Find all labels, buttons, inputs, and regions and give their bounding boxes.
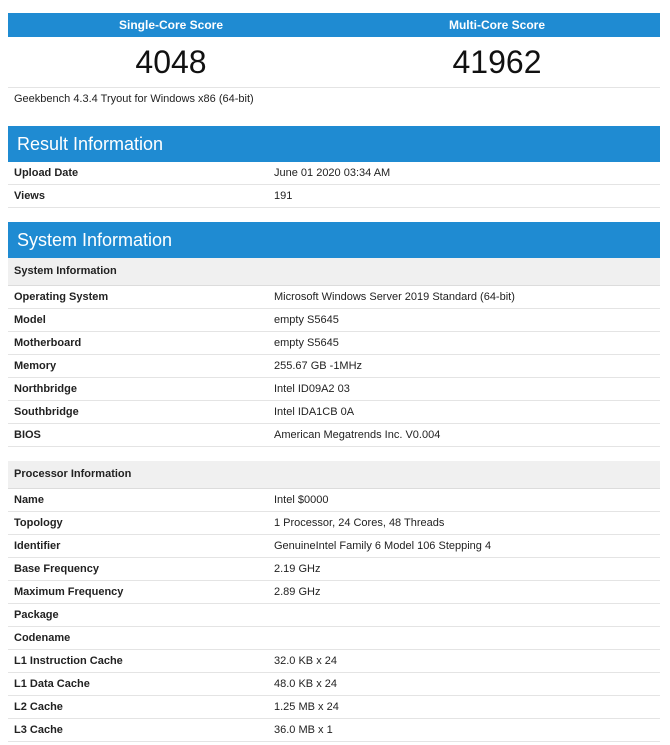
row-value: 36.0 MB x 1 — [268, 719, 660, 742]
single-core-label: Single-Core Score — [118, 18, 224, 32]
system-info-table — [8, 286, 660, 447]
processor-info-table — [8, 489, 660, 742]
row-value: Intel $0000 — [268, 489, 660, 512]
single-core-score: 4048 — [135, 44, 207, 80]
table-row — [8, 719, 660, 742]
row-value: 32.0 KB x 24 — [268, 650, 660, 673]
row-label: Model — [8, 309, 268, 332]
result-info-heading: Result Information — [8, 126, 660, 162]
table-row — [8, 673, 660, 696]
table-row — [8, 378, 660, 401]
table-row — [8, 581, 660, 604]
row-value: 2.19 GHz — [268, 558, 660, 581]
row-value: June 01 2020 03:34 AM — [268, 162, 660, 185]
row-label: Name — [8, 489, 268, 512]
row-label: Motherboard — [8, 332, 268, 355]
row-label: Maximum Frequency — [8, 581, 268, 604]
row-value: 1 Processor, 24 Cores, 48 Threads — [268, 512, 660, 535]
table-row — [8, 627, 660, 650]
table-row — [8, 309, 660, 332]
system-info-heading: System Information — [8, 222, 660, 258]
row-label: Views — [8, 185, 268, 208]
row-value: empty S5645 — [268, 332, 660, 355]
row-value: 1.25 MB x 24 — [268, 696, 660, 719]
system-info-subheading: System Information — [8, 258, 660, 286]
table-row — [8, 355, 660, 378]
multi-core-label: Multi-Core Score — [448, 18, 545, 32]
row-value: empty S5645 — [268, 309, 660, 332]
row-label: Identifier — [8, 535, 268, 558]
score-header — [8, 13, 660, 37]
table-row — [8, 696, 660, 719]
table-row — [8, 332, 660, 355]
result-info-table — [8, 162, 660, 208]
row-label: L3 Cache — [8, 719, 268, 742]
row-value: 255.67 GB -1MHz — [268, 355, 660, 378]
row-label: Codename — [8, 627, 268, 650]
spacer — [8, 112, 660, 126]
row-value: Intel IDA1CB 0A — [268, 401, 660, 424]
table-row — [8, 185, 660, 208]
score-values — [8, 37, 660, 87]
row-label: L1 Instruction Cache — [8, 650, 268, 673]
table-row — [8, 650, 660, 673]
geekbench-result — [8, 13, 660, 742]
row-label: Operating System — [8, 286, 268, 309]
row-label: Northbridge — [8, 378, 268, 401]
row-value: 2.89 GHz — [268, 581, 660, 604]
row-label: L1 Data Cache — [8, 673, 268, 696]
row-value — [268, 604, 660, 627]
row-label: Memory — [8, 355, 268, 378]
row-label: L2 Cache — [8, 696, 268, 719]
row-value: American Megatrends Inc. V0.004 — [268, 424, 660, 447]
table-row — [8, 401, 660, 424]
spacer — [8, 447, 660, 461]
table-row — [8, 286, 660, 309]
row-label: BIOS — [8, 424, 268, 447]
table-row — [8, 512, 660, 535]
row-value: GenuineIntel Family 6 Model 106 Stepping 4 — [268, 535, 660, 558]
row-label: Package — [8, 604, 268, 627]
table-row — [8, 558, 660, 581]
row-label: Base Frequency — [8, 558, 268, 581]
row-value: Intel ID09A2 03 — [268, 378, 660, 401]
processor-info-subheading: Processor Information — [8, 461, 660, 489]
multi-core-score: 41962 — [452, 44, 542, 80]
row-label: Southbridge — [8, 401, 268, 424]
row-value: 48.0 KB x 24 — [268, 673, 660, 696]
row-label: Topology — [8, 512, 268, 535]
row-value: Microsoft Windows Server 2019 Standard (64-bit) — [268, 286, 660, 309]
table-row — [8, 604, 660, 627]
row-value — [268, 627, 660, 650]
table-row — [8, 489, 660, 512]
geekbench-version: Geekbench 4.3.4 Tryout for Windows x86 (64-bit) — [8, 87, 660, 112]
table-row — [8, 162, 660, 185]
spacer — [8, 208, 660, 222]
table-row — [8, 535, 660, 558]
row-value: 191 — [268, 185, 660, 208]
table-row — [8, 424, 660, 447]
row-label: Upload Date — [8, 162, 268, 185]
